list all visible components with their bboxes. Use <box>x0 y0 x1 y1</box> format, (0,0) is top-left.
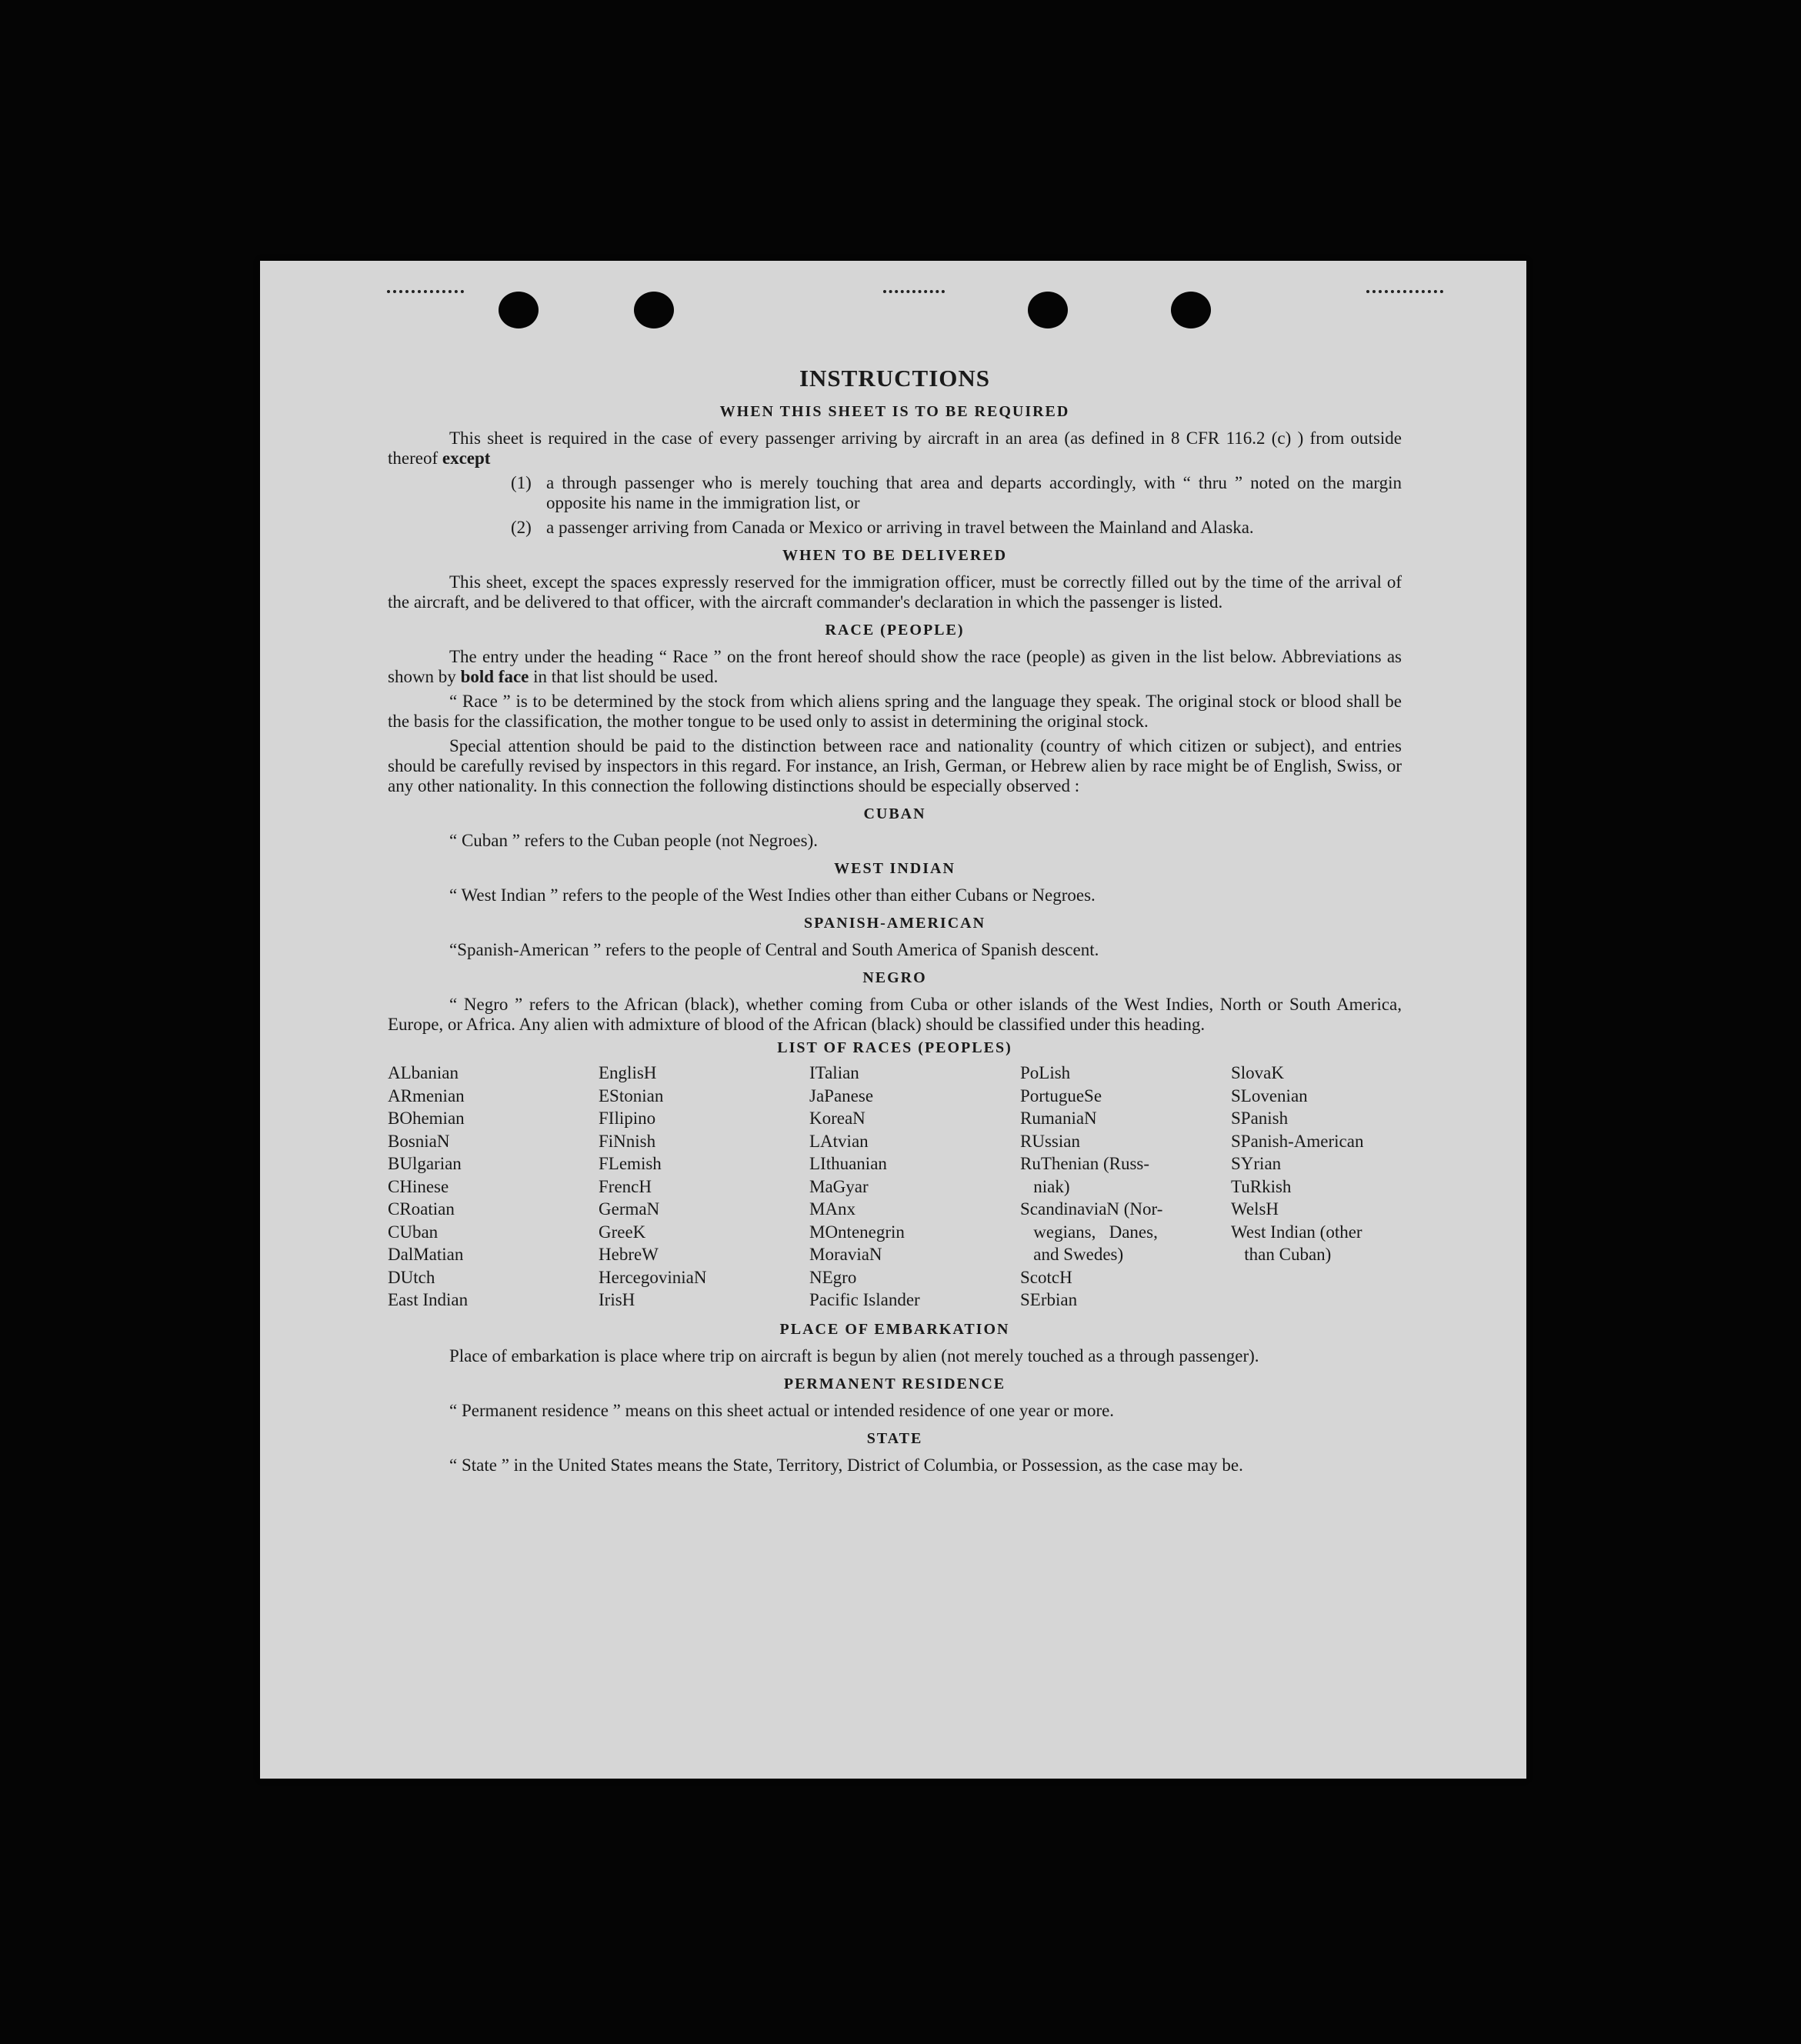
races-list <box>388 1062 1402 1312</box>
race-entry: BUlgarian <box>388 1154 462 1173</box>
edge-mark-right <box>1366 290 1443 297</box>
race-entry: SPanish-American <box>1231 1131 1364 1151</box>
race-entry: BOhemian <box>388 1109 465 1128</box>
race-entry: JaPanese <box>809 1085 874 1105</box>
list-item <box>511 473 1402 513</box>
race-entry: MAnx <box>809 1199 856 1219</box>
races-column-4 <box>1020 1062 1231 1312</box>
race-entry: SPanish <box>1231 1109 1289 1128</box>
race-entry: FLemish <box>599 1154 662 1173</box>
when-required-intro-text: This sheet is required in the case of every passenger arriving by aircraft in an area (as defined in 8 CFR 116.2 (c) ) from outside thereof <box>388 428 1402 468</box>
punch-hole-2 <box>634 292 674 328</box>
race-entry: MOntenegrin <box>809 1222 905 1242</box>
race-entry: ITalian <box>809 1063 859 1082</box>
page-title: INSTRUCTIONS <box>799 365 990 392</box>
list-item-number: (2) <box>511 518 532 537</box>
heading-when-delivered: WHEN TO BE DELIVERED <box>782 547 1008 564</box>
race-p1-bold: bold face <box>460 667 529 686</box>
races-column-5 <box>1231 1062 1402 1312</box>
race-entry: TuRkish <box>1231 1176 1292 1196</box>
list-item-text: a through passenger who is merely touching that area and departs accordingly, with “ thru ” noted on the margin opposite his name in the immigration list, or <box>546 473 1402 512</box>
spanish-american-text: “Spanish-American ” refers to the people of Central and South America of Spanish descent. <box>449 940 1099 959</box>
races-column-2 <box>599 1062 809 1312</box>
race-entry: CRoatian <box>388 1199 455 1219</box>
race-entry: LAtvian <box>809 1131 869 1151</box>
race-entry: ALbanian <box>388 1063 459 1082</box>
heading-permanent-residence: PERMANENT RESIDENCE <box>783 1375 1006 1392</box>
race-entry: FrencH <box>599 1176 652 1196</box>
heading-race: RACE (PEOPLE) <box>825 622 965 639</box>
races-column-3 <box>809 1062 1020 1312</box>
race-entry: HercegoviniaN <box>599 1267 707 1287</box>
race-entry: KoreaN <box>809 1109 865 1128</box>
race-entry: DUtch <box>388 1267 435 1287</box>
race-entry: ARmenian <box>388 1085 465 1105</box>
race-entry: HebreW <box>599 1245 659 1264</box>
punch-hole-1 <box>499 292 539 328</box>
state-text: “ State ” in the United States means the State, Territory, District of Columbia, or Possession, as the case may be. <box>449 1455 1243 1475</box>
race-entry: SYrian <box>1231 1154 1282 1173</box>
heading-when-required: WHEN THIS SHEET IS TO BE REQUIRED <box>719 403 1070 420</box>
race-entry: EStonian <box>599 1085 664 1105</box>
heading-list-of-races: LIST OF RACES (PEOPLES) <box>777 1039 1012 1056</box>
race-entry: niak) <box>1020 1176 1070 1196</box>
race-entry: Pacific Islander <box>809 1290 920 1309</box>
race-entry: RUssian <box>1020 1131 1080 1151</box>
when-delivered-text: This sheet, except the spaces expressly reserved for the immigration officer, must be correctly filled out by the time of the arrival of the aircraft, and be delivered to that officer, with the aircraft commander's declaration in which the passenger is listed. <box>388 572 1402 612</box>
list-item-text: a passenger arriving from Canada or Mexico or arriving in travel between the Mainland and Alaska. <box>546 518 1254 537</box>
race-entry: BosniaN <box>388 1131 450 1151</box>
race-entry: DalMatian <box>388 1245 464 1264</box>
race-paragraph-1 <box>388 647 1402 687</box>
list-item <box>511 518 1402 538</box>
heading-place-of-embarkation: PLACE OF EMBARKATION <box>779 1320 1010 1338</box>
race-paragraph-3: Special attention should be paid to the distinction between race and nationality (country of which citizen or subject), and entries should be carefully revised by inspectors in this regard. For instance, an Irish, German, or Hebrew alien by race might be of English, Swiss, or any other nationality. In this connection the following distinctions should be especially observed : <box>388 736 1402 795</box>
edge-mark-center <box>883 290 945 297</box>
race-p1-after: in that list should be used. <box>533 667 719 686</box>
race-entry: SLovenian <box>1231 1085 1308 1105</box>
race-paragraph-2: “ Race ” is to be determined by the stock from which aliens spring and the language they speak. The original stock or blood shall be the basis for the classification, the mother tongue to be used only to assist in determining the original stock. <box>388 692 1402 731</box>
race-entry: GermaN <box>599 1199 660 1219</box>
race-entry: RumaniaN <box>1020 1109 1097 1128</box>
race-entry: PortugueSe <box>1020 1085 1102 1105</box>
heading-state: STATE <box>866 1429 923 1447</box>
race-entry: FIlipino <box>599 1109 656 1128</box>
race-entry: LIthuanian <box>809 1154 887 1173</box>
race-entry: IrisH <box>599 1290 635 1309</box>
race-entry: and Swedes) <box>1020 1245 1124 1264</box>
race-entry: RuThenian (Russ- <box>1020 1154 1150 1173</box>
edge-mark-left <box>387 290 464 297</box>
race-entry: CUban <box>388 1222 439 1242</box>
race-entry: ScotcH <box>1020 1267 1072 1287</box>
race-entry: FiNnish <box>599 1131 656 1151</box>
list-item-number: (1) <box>511 473 532 492</box>
cuban-text: “ Cuban ” refers to the Cuban people (not Negroes). <box>449 831 819 850</box>
race-entry: SlovaK <box>1231 1063 1284 1082</box>
punch-hole-4 <box>1171 292 1211 328</box>
race-p1-before: The entry under the heading “ Race ” on the front hereof should show the race (people) as given in the list below. Abbreviations as shown by <box>388 647 1402 686</box>
heading-cuban: CUBAN <box>863 805 926 822</box>
race-entry: ScandinaviaN (Nor- <box>1020 1199 1163 1219</box>
heading-negro: NEGRO <box>862 969 927 986</box>
when-required-intro <box>388 428 1402 468</box>
race-entry: MoraviaN <box>809 1245 882 1264</box>
race-entry: MaGyar <box>809 1176 869 1196</box>
races-column-1 <box>388 1062 599 1312</box>
west-indian-text: “ West Indian ” refers to the people of the West Indies other than either Cubans or Negroes. <box>449 885 1096 905</box>
race-entry: WelsH <box>1231 1199 1279 1219</box>
race-entry: PoLish <box>1020 1063 1071 1082</box>
race-entry: GreeK <box>599 1222 646 1242</box>
race-entry: than Cuban) <box>1231 1245 1332 1264</box>
race-entry: wegians, Danes, <box>1020 1222 1158 1242</box>
when-required-except: except <box>442 448 491 468</box>
document-sheet <box>260 261 1526 1779</box>
race-entry: East Indian <box>388 1290 469 1309</box>
embarkation-text: Place of embarkation is place where trip on aircraft is begun by alien (not merely touched as a through passenger). <box>449 1345 1259 1365</box>
race-entry: SErbian <box>1020 1290 1078 1309</box>
residence-text: “ Permanent residence ” means on this sheet actual or intended residence of one year or more. <box>449 1400 1115 1420</box>
race-entry: West Indian (other <box>1231 1222 1362 1242</box>
instructions-content <box>388 365 1402 1480</box>
race-entry: NEgro <box>809 1267 857 1287</box>
race-entry: CHinese <box>388 1176 449 1196</box>
punch-hole-3 <box>1028 292 1068 328</box>
negro-text: “ Negro ” refers to the African (black), whether coming from Cuba or other islands of the West Indies, North or South America, Europe, or Africa. Any alien with admixture of blood of the African (black) should be classified under this heading. <box>388 995 1402 1034</box>
heading-spanish-american: SPANISH-AMERICAN <box>803 915 986 932</box>
race-entry: EnglisH <box>599 1063 657 1082</box>
heading-west-indian: WEST INDIAN <box>834 860 956 877</box>
